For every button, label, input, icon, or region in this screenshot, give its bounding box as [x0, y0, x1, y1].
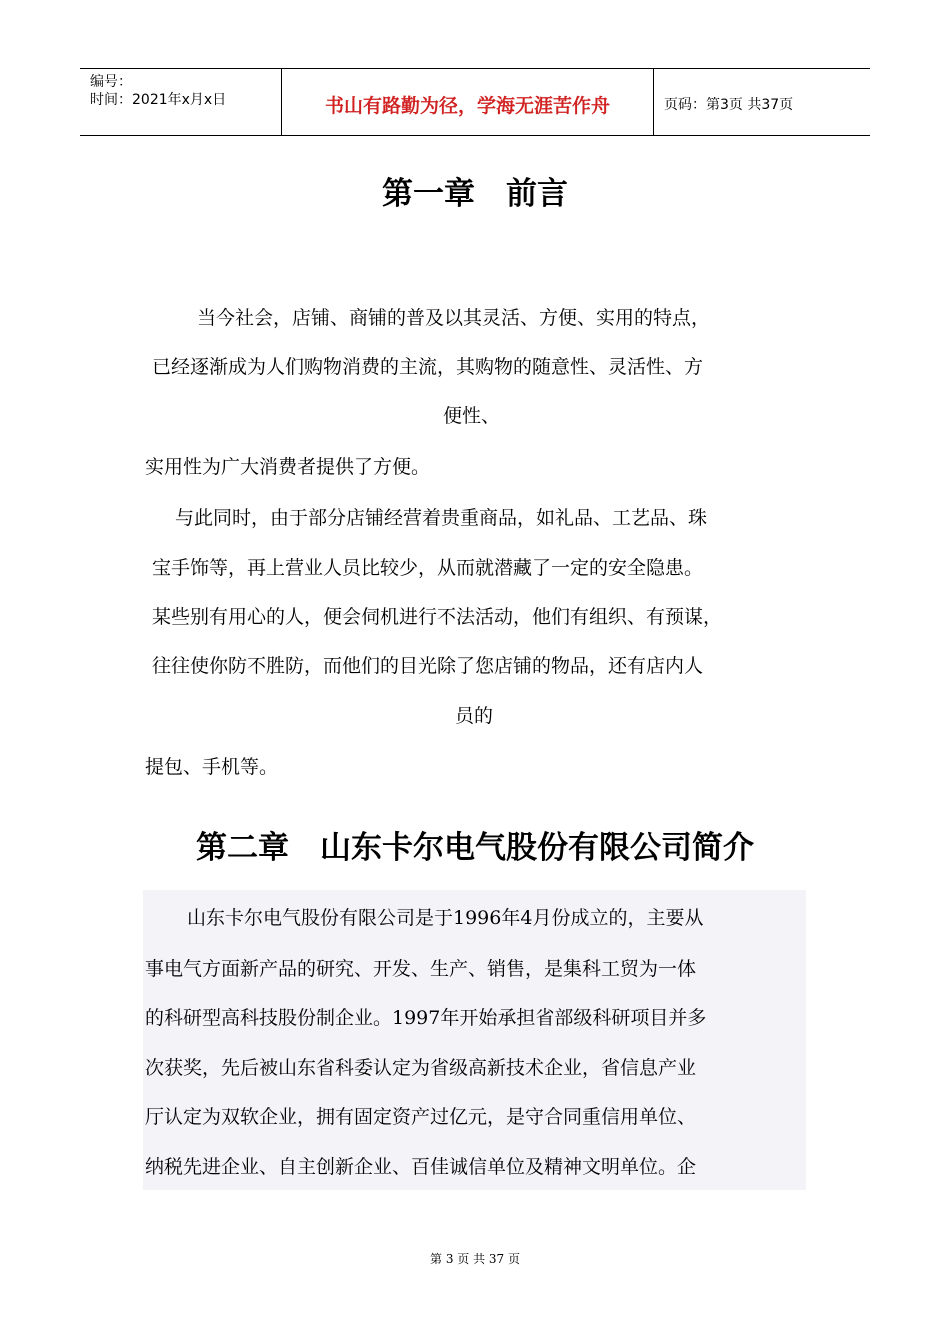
document-number: 编号： [90, 74, 132, 90]
chapter-1-line: 提包、手机等。 [145, 756, 279, 778]
chapter-1-line: 往往使你防不胜防，而他们的目光除了您店铺的物品，还有店内人 [152, 655, 704, 677]
chapter-1-line: 当今社会，店铺、商铺的普及以其灵活、方便、实用的特点， [197, 307, 711, 329]
document-header [80, 68, 870, 136]
chapter-2-line: 山东卡尔电气股份有限公司是于1996年4月份成立的，主要从 [187, 907, 704, 929]
chapter-1-line: 员的 [455, 705, 494, 727]
company-intro-box [143, 890, 806, 1190]
chapter-1-line: 便性、 [443, 405, 501, 427]
chapter-2-title: 第二章 山东卡尔电气股份有限公司简介 [196, 830, 754, 866]
chapter-1-line: 宝手饰等，再上营业人员比较少，从而就潜藏了一定的安全隐患。 [152, 557, 704, 579]
header-motto: 书山有路勤为径，学海无涯苦作舟 [282, 69, 654, 135]
page-footer: 第 3 页 共 37 页 [430, 1252, 520, 1266]
chapter-2-line: 的科研型高科技股份制企业。1997年开始承担省部级科研项目并多 [145, 1007, 707, 1029]
chapter-2-line: 次获奖，先后被山东省科委认定为省级高新技术企业，省信息产业 [145, 1057, 697, 1079]
chapter-2-line: 事电气方面新产品的研究、开发、生产、销售，是集科工贸为一体 [145, 958, 697, 980]
chapter-2-line: 纳税先进企业、自主创新企业、百佳诚信单位及精神文明单位。企 [145, 1156, 697, 1178]
chapter-1-line: 与此同时，由于部分店铺经营着贵重商品，如礼品、工艺品、珠 [175, 507, 708, 529]
header-meta [80, 69, 282, 135]
chapter-1-title: 第一章 前言 [382, 176, 568, 212]
chapter-1-line: 某些别有用心的人，便会伺机进行不法活动，他们有组织、有预谋， [152, 606, 723, 628]
document-date: 时间：2021年x月x日 [90, 92, 227, 108]
header-page-info: 页码：第3页 共37页 [664, 97, 794, 113]
chapter-2-line: 厅认定为双软企业，拥有固定资产过亿元，是守合同重信用单位、 [145, 1106, 697, 1128]
chapter-1-line: 实用性为广大消费者提供了方便。 [145, 456, 431, 478]
chapter-1-line: 已经逐渐成为人们购物消费的主流，其购物的随意性、灵活性、方 [152, 356, 704, 378]
